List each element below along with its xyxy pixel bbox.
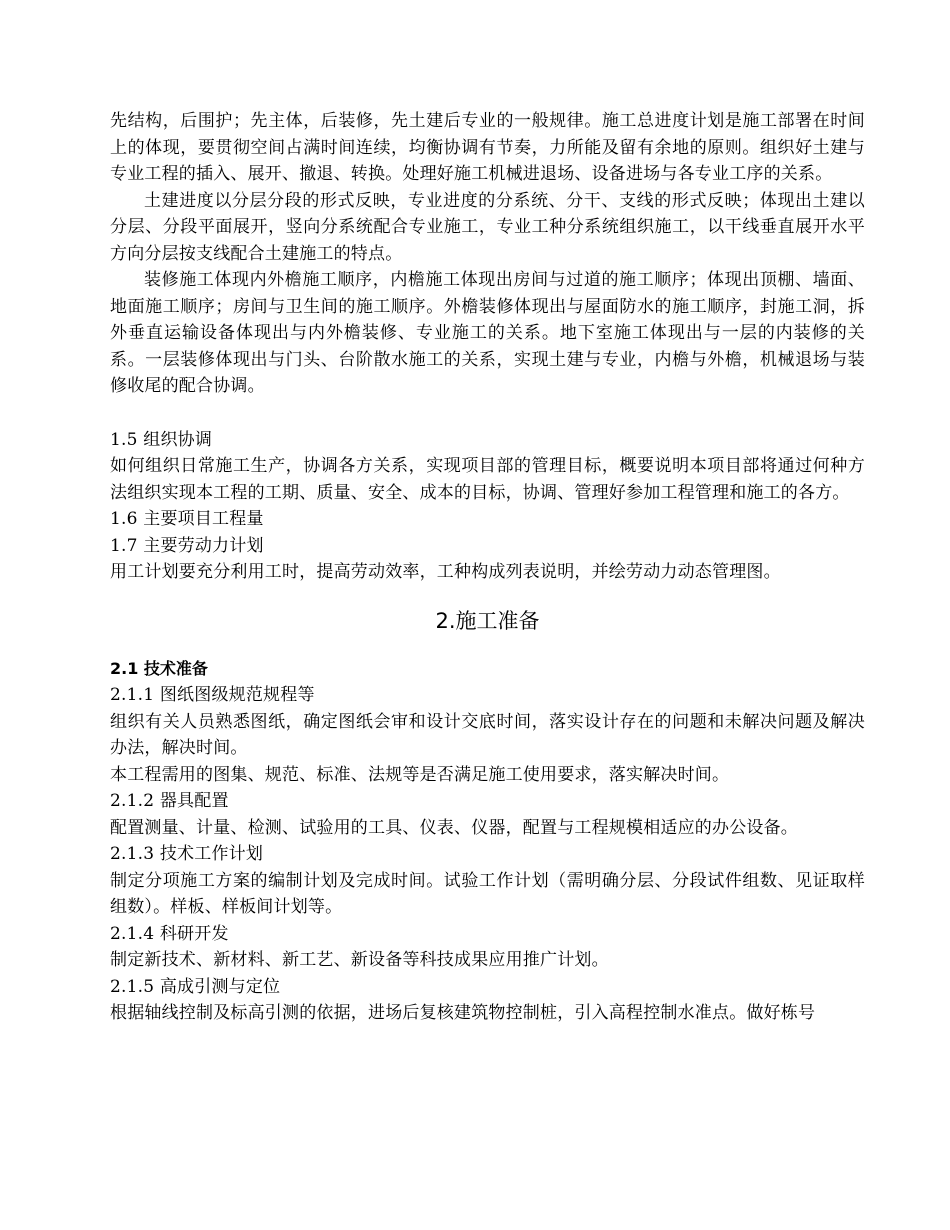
paragraph-1-5: 如何组织日常施工生产，协调各方关系，实现项目部的管理目标，概要说明本项目部将通过何种方法组织实现本工程的工期、质量、安全、成本的目标，协调、管理好参加工程管理和施工的各方。 <box>110 456 865 503</box>
heading-2-1: 2.1 技术准备 <box>110 658 208 678</box>
heading-2-1-2: 2.1.2 器具配置 <box>110 791 229 811</box>
heading-1-5: 1.5 组织协调 <box>110 429 213 450</box>
paragraph-2-1-5: 根据轴线控制及标高引测的依据，进场后复核建筑物控制桩，引入高程控制水准点。做好栋号 <box>110 1003 816 1023</box>
document-page <box>110 108 865 1027</box>
heading-2-1-4: 2.1.4 科研开发 <box>110 923 229 944</box>
paragraph-2-1-1-a: 组织有关人员熟悉图纸，确定图纸会审和设计交底时间，落实设计存在的问题和未解决问题及解决办法，解决时间。 <box>110 711 865 758</box>
section-2-title: 2.施工准备 <box>435 608 540 633</box>
heading-1-6: 1.6 主要项目工程量 <box>110 509 264 529</box>
heading-2-1-3: 2.1.3 技术工作计划 <box>110 844 264 864</box>
paragraph-1-7: 用工计划要充分利用工时，提高劳动效率，工种构成列表说明，并绘劳动力动态管理图。 <box>110 562 781 582</box>
paragraph-civil-progress: 土建进度以分层分段的形式反映，专业进度的分系统、分干、支线的形式反映；体现出土建以分层、分段平面展开，竖向分系统配合专业施工，专业工种分系统组织施工，以干线垂直展开水平方向分层按支线配合土建施工的特点。 <box>110 190 865 264</box>
spacer <box>110 400 865 427</box>
paragraph-2-1-2: 配置测量、计量、检测、试验用的工具、仪表、仪器，配置与工程规模相适应的办公设备。 <box>110 817 798 838</box>
paragraph-schedule-principles: 先结构，后围护；先主体，后装修，先土建后专业的一般规律。施工总进度计划是施工部署在时间上的体现，要贯彻空间占满时间连续，均衡协调有节奏，力所能及留有余地的原则。组织好土建与专业工程的插入、展开、撤退、转换。处理好施工机械进退场、设备进场与各专业工序的关系。 <box>110 111 865 184</box>
heading-1-7: 1.7 主要劳动力计划 <box>110 535 264 556</box>
paragraph-2-1-4: 制定新技术、新材料、新工艺、新设备等科技成果应用推广计划。 <box>110 950 609 970</box>
paragraph-2-1-1-b: 本工程需用的图集、规范、标准、法规等是否满足施工使用要求，落实解决时间。 <box>110 764 730 785</box>
heading-2-1-5: 2.1.5 高成引测与定位 <box>110 976 281 997</box>
paragraph-2-1-3: 制定分项施工方案的编制计划及完成时间。试验工作计划（需明确分层、分段试件组数、见证取样组数）。样板、样板间计划等。 <box>110 870 865 917</box>
heading-2-1-1: 2.1.1 图纸图级规范规程等 <box>110 685 315 705</box>
paragraph-decoration-sequence: 装修施工体现内外檐施工顺序，内檐施工体现出房间与过道的施工顺序；体现出顶棚、墙面、地面施工顺序；房间与卫生间的施工顺序。外檐装修体现出与屋面防水的施工顺序，封施工洞，拆外垂直运输设备体现出与内外檐装修、专业施工的关系。地下室施工体现出与一层的内装修的关系。一层装修体现出与门头、台阶散水施工的关系，实现土建与专业，内檐与外檐，机械退场与装修收尾的配合协调。 <box>110 270 865 396</box>
